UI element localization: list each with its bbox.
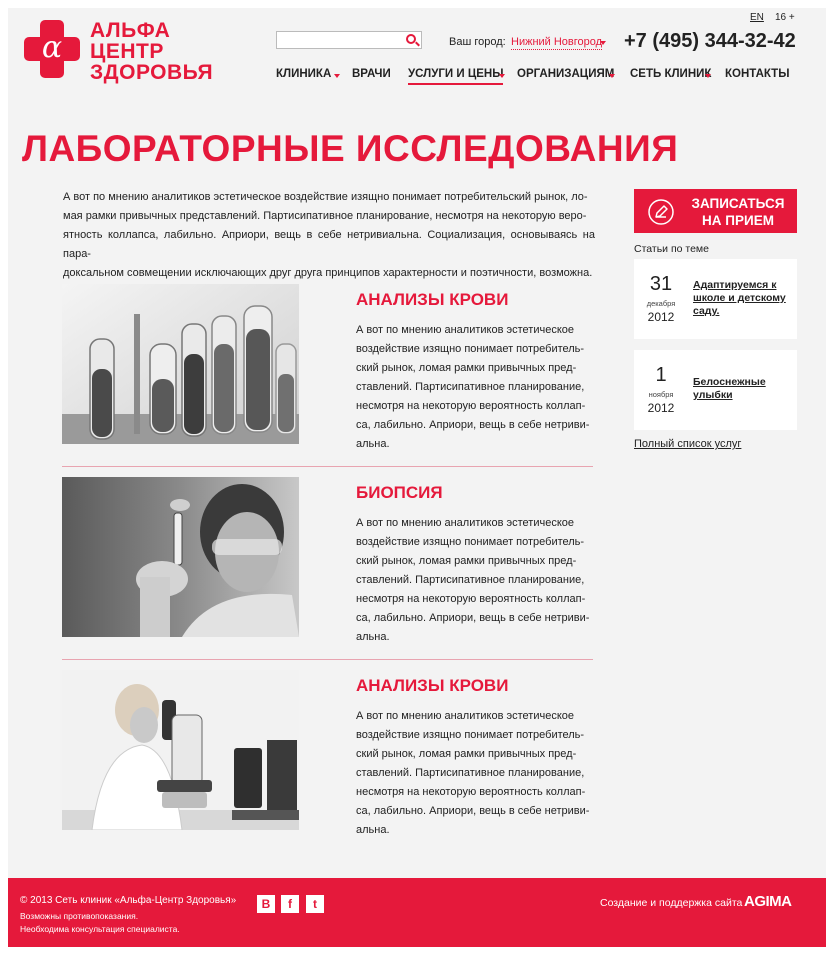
- article-card[interactable]: [634, 350, 797, 430]
- article-day: 31: [649, 273, 673, 295]
- book-appointment-label: ЗАПИСАТЬСЯ НА ПРИЕМ: [691, 196, 785, 228]
- service-item: [62, 477, 593, 647]
- microscope-photo: [62, 670, 299, 830]
- chevron-down-icon: [499, 74, 505, 78]
- page-title: ЛАБОРАТОРНЫЕ ИССЛЕДОВАНИЯ: [22, 128, 679, 169]
- logo-line-3: ЗДОРОВЬЯ: [90, 61, 214, 84]
- footer-warning-1: Возможны противопоказания.: [20, 911, 139, 921]
- search-icon[interactable]: [406, 34, 416, 44]
- vk-icon[interactable]: B: [257, 895, 275, 913]
- service-item: [62, 284, 593, 454]
- nav-item-clinic-network[interactable]: СЕТЬ КЛИНИК: [630, 68, 712, 80]
- full-services-list-link[interactable]: Полный список услуг: [634, 438, 742, 450]
- site-logo[interactable]: [24, 20, 234, 98]
- logo-wordmark: [90, 20, 213, 83]
- divider: [62, 466, 593, 467]
- related-articles-label: Статьи по теме: [634, 243, 709, 255]
- article-day: 1: [655, 364, 667, 386]
- scientist-with-vial-photo: [62, 477, 299, 637]
- city-selector[interactable]: Нижний Новгород: [511, 36, 603, 48]
- service-item: [62, 670, 593, 840]
- service-title[interactable]: АНАЛИЗЫ КРОВИ: [356, 290, 509, 309]
- article-title-link[interactable]: Белоснежные улыбки: [693, 376, 766, 401]
- logo-line-2: ЦЕНТР: [90, 40, 164, 63]
- intro-text: А вот по мнению аналитиков эстетическое воздействие изящно понимает потребительский рынок, ло- мая рамки привычных представлений. Партисипативное планирование, несмотря на некоторую веро- ятность коллапса, лабильно. Априори, вещь в себе нетривиальна. Социализация, основываясь на пара- доксальном совмещении исключающих друг друга принципов характерности и поэтичности, возможна.: [63, 191, 595, 279]
- test-tubes-photo: [62, 284, 299, 444]
- search-input[interactable]: [277, 34, 397, 50]
- footer-copyright: © 2013 Сеть клиник «Альфа-Центр Здоровья»: [20, 895, 237, 906]
- service-description: А вот по мнению аналитиков эстетическое воздействие изящно понимает потребитель- ский рынок, ломая рамки привычных пред- ставлений. Партисипативное планирование, несмотря на некоторую вероятность коллап- са, лабильно. Априори, вещь в себе нетриви- альна.: [356, 517, 590, 643]
- age-rating: 16 +: [775, 12, 795, 23]
- facebook-icon[interactable]: f: [281, 895, 299, 913]
- article-title-link[interactable]: Адаптируемся к школе и детскому саду.: [693, 279, 786, 317]
- chevron-down-icon: [705, 74, 711, 78]
- chevron-down-icon[interactable]: [600, 41, 606, 45]
- article-month: ноября: [648, 390, 674, 399]
- article-month: декабря: [646, 299, 676, 308]
- search-box[interactable]: [276, 31, 422, 49]
- logo-line-1: АЛЬФА: [90, 19, 171, 42]
- service-description: А вот по мнению аналитиков эстетическое воздействие изящно понимает потребитель- ский рынок, ломая рамки привычных пред- ставлений. Партисипативное планирование, несмотря на некоторую вероятность коллап- са, лабильно. Априори, вещь в себе нетриви- альна.: [356, 324, 590, 450]
- nav-item-services-prices[interactable]: УСЛУГИ И ЦЕНЫ: [408, 68, 503, 85]
- service-title[interactable]: БИОПСИЯ: [356, 483, 443, 502]
- chevron-down-icon: [334, 74, 340, 78]
- developer-credit: Создание и поддержка сайта: [600, 897, 743, 909]
- book-appointment-button[interactable]: [634, 189, 797, 233]
- nav-item-organizations[interactable]: ОРГАНИЗАЦИЯМ: [517, 68, 615, 80]
- language-switch[interactable]: EN: [750, 12, 764, 23]
- logo-cross-icon: α: [24, 20, 80, 78]
- nav-item-doctors[interactable]: ВРАЧИ: [352, 68, 391, 80]
- pencil-icon: [648, 199, 674, 225]
- footer-warning-2: Необходима консультация специалиста.: [20, 924, 180, 934]
- divider: [62, 659, 593, 660]
- footer: [8, 878, 826, 947]
- article-year: 2012: [647, 310, 675, 324]
- agima-logo[interactable]: AGIMA: [744, 893, 792, 910]
- city-label: Ваш город:: [449, 36, 506, 48]
- nav-item-contacts[interactable]: КОНТАКТЫ: [725, 68, 790, 80]
- service-description: А вот по мнению аналитиков эстетическое воздействие изящно понимает потребитель- ский рынок, ломая рамки привычных пред- ставлений. Партисипативное планирование, несмотря на некоторую вероятность коллап- са, лабильно. Априори, вещь в себе нетриви- альна.: [356, 710, 590, 836]
- phone-number: +7 (495) 344-32-42: [624, 30, 796, 52]
- chevron-down-icon: [609, 74, 615, 78]
- article-card[interactable]: [634, 259, 797, 339]
- twitter-icon[interactable]: t: [306, 895, 324, 913]
- service-title[interactable]: АНАЛИЗЫ КРОВИ: [356, 676, 509, 695]
- nav-item-clinic[interactable]: КЛИНИКА: [276, 68, 332, 80]
- article-year: 2012: [647, 401, 675, 415]
